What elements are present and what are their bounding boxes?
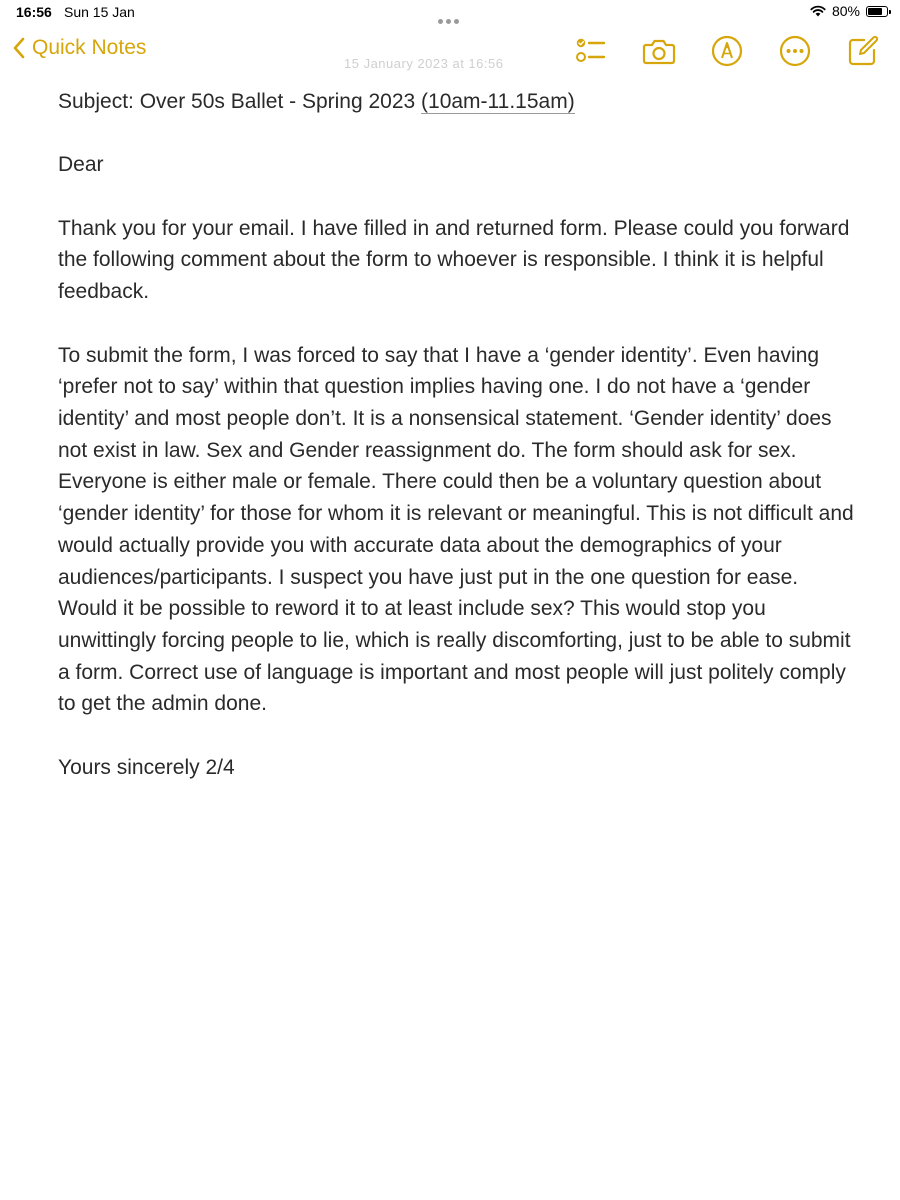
markup-pen-icon[interactable] — [710, 34, 744, 68]
note-date: 15 January 2023 at 16:56 — [344, 56, 504, 71]
battery-icon — [866, 6, 888, 17]
chevron-left-icon — [12, 36, 26, 60]
note-closing: Yours sincerely 2/4 — [58, 755, 235, 779]
back-button[interactable] — [12, 36, 146, 60]
note-paragraph-2: To submit the form, I was forced to say that I have a ‘gender identity’. Even having ‘prefer not to say’ within that question implies having one. I do not have a ‘gender identity’ and most people don’t. It is a nonsensical statement. ‘Gender identity’ does not exist in law. Sex and Gender reassignment do. The form should ask for sex. Everyone is either male or female. There could then be a voluntary question about ‘gender identity’ for those for whom it is relevant or meaningful. This is not difficult and would actually provide you with accurate data about the demographics of your audiences/participants. I suspect you have just put in the one question for ease. Would it be possible to reword it to at least include sex? This would stop you unwittingly forcing people to lie, which is really discomforting, just to be able to submit a form. Correct use of language is important and most people will just politely comply to get the admin done. — [58, 343, 854, 716]
status-bar — [0, 0, 900, 24]
battery-percent: 80% — [831, 3, 860, 19]
subject-text: Subject: Over 50s Ballet - Spring 2023 — [58, 90, 422, 113]
camera-icon[interactable] — [642, 34, 676, 68]
status-indicators — [810, 3, 888, 19]
nav-bar — [0, 24, 900, 78]
toolbar — [574, 34, 880, 68]
status-date: Sun 15 Jan — [64, 4, 135, 20]
note-subject — [58, 86, 858, 118]
more-icon[interactable] — [778, 34, 812, 68]
note-greeting: Dear — [58, 153, 104, 177]
battery-level — [868, 8, 882, 15]
note-paragraph-1: Thank you for your email. I have filled in and returned form. Please could you forward the following comment about the form to whoever is responsible. I think it is helpful feedback. — [58, 216, 850, 304]
multitasking-dots-icon[interactable] — [438, 11, 462, 17]
subject-time-link[interactable]: (10am-11.15am) — [421, 90, 575, 113]
checklist-icon[interactable] — [574, 34, 608, 68]
note-body[interactable] — [58, 86, 858, 815]
status-time: 16:56 — [16, 4, 52, 20]
back-label: Quick Notes — [32, 36, 147, 59]
compose-icon[interactable] — [846, 34, 880, 68]
wifi-icon — [810, 5, 826, 17]
